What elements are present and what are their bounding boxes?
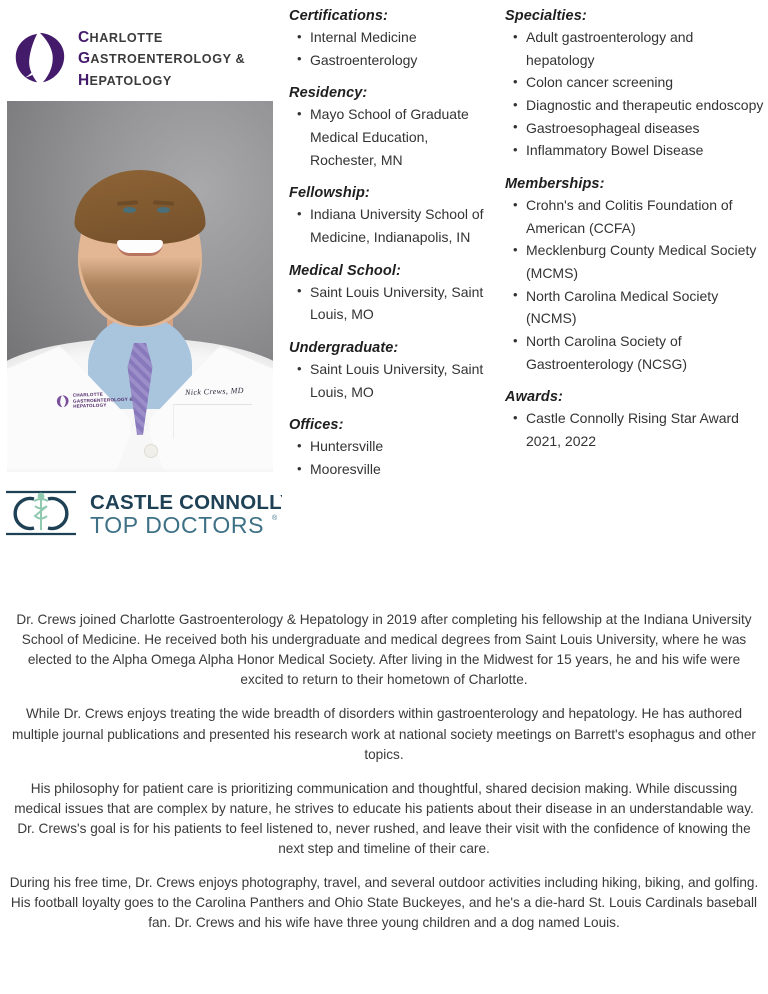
portrait-eye-left [123, 207, 136, 213]
heading-fellowship: Fellowship: [289, 185, 370, 202]
bio-paragraph-1: Dr. Crews joined Charlotte Gastroenterology & Hepatology in 2019 after completing his fellowship at the Indiana University School of Medicine. He received both his undergraduate and medical degrees from Saint Louis University, where he was elected to the Alpha Omega Alpha Honor Medical Society. After living in the Midwest for 15 years, he and his wife were excited to return to their hometown of Charlotte. [16, 612, 752, 688]
heading-undergraduate: Undergraduate: [289, 340, 399, 357]
cc-registered-mark: ® [272, 515, 278, 522]
charlotte-gastroenterology-mark-icon [8, 28, 70, 90]
info-group-undergraduate [289, 340, 495, 403]
list-specialties [505, 26, 764, 162]
heading-medical-school: Medical School: [289, 262, 401, 279]
list-item: • Gastroesophageal diseases [526, 117, 764, 140]
list-item: • Mooresville [310, 458, 495, 481]
list-offices [289, 435, 495, 480]
coat-patch-line-3: HEPATOLOGY [72, 402, 107, 409]
list-certifications [289, 26, 495, 71]
heading-specialties: Specialties: [505, 8, 587, 24]
list-item: • Gastroenterology [310, 49, 495, 72]
coat-patch-line-2: GASTROENTEROLOGY & [72, 396, 133, 404]
list-item: • Colon cancer screening [526, 71, 764, 94]
doctor-portrait-photo [7, 101, 273, 472]
info-group-memberships [505, 176, 764, 375]
coat-pocket [173, 404, 252, 439]
heading-certifications: Certifications: [289, 8, 388, 24]
heading-awards: Awards: [505, 389, 563, 406]
practice-logo-wordmark [78, 27, 245, 92]
logo-line-2: GASTROENTEROLOGY & [78, 50, 246, 68]
practice-logo [0, 0, 285, 92]
portrait-smile [117, 240, 163, 256]
list-memberships [505, 194, 764, 375]
list-fellowship [289, 203, 495, 248]
list-item: • Huntersville [310, 435, 495, 458]
coat-embroidered-name: Nick Crews, MD [184, 385, 244, 397]
specialties-column [495, 0, 768, 453]
list-item: • North Carolina Medical Society (NCMS) [526, 285, 764, 330]
heading-residency: Residency: [289, 85, 368, 102]
biography-section [0, 600, 768, 934]
heading-offices: Offices: [289, 417, 344, 434]
bio-paragraph-2: While Dr. Crews enjoys treating the wide breadth of disorders within gastroenterology and hepatology. He has authored multiple journal publications and presented his research work at national society meetings on Barrett's esophagus and other topics. [12, 706, 756, 762]
list-medical-school [289, 281, 495, 326]
coat-patch-mark-icon [55, 394, 71, 410]
list-item: • Adult gastroenterology and hepatology [526, 26, 764, 71]
cc-line-1: CASTLE CONNOLLY [90, 491, 282, 514]
info-group-specialties [505, 8, 764, 162]
info-group-offices [289, 417, 495, 480]
info-group-awards [505, 389, 764, 452]
coat-logo-patch [55, 390, 133, 410]
list-item: • Crohn's and Colitis Foundation of American (CCFA) [526, 194, 764, 239]
list-item: • Saint Louis University, Saint Louis, MO [310, 281, 495, 326]
info-group-residency [289, 85, 495, 171]
list-item: • Saint Louis University, Saint Louis, MO [310, 358, 495, 403]
logo-line-1: CHARLOTTE [78, 28, 163, 46]
info-group-certifications [289, 8, 495, 71]
logo-line-3: HEPATOLOGY [78, 71, 172, 89]
list-item: • Indiana University School of Medicine, Indianapolis, IN [310, 203, 495, 248]
heading-memberships: Memberships: [505, 176, 605, 193]
list-item: • Mecklenburg County Medical Society (MCMS) [526, 239, 764, 284]
bio-paragraph-3: His philosophy for patient care is prioritizing communication and thoughtful, shared decision making. While discussing medical issues that are complex by nature, he strives to educate his patients about their disease in an understandable way. Dr. Crews's goal is for his patients to feel listened to, never rushed, and leave their visit with the confidence of knowing the next step and timeline of their care. [14, 780, 754, 857]
credentials-column [285, 0, 495, 481]
info-group-medical-school [289, 263, 495, 326]
list-item: • Inflammatory Bowel Disease [526, 139, 764, 162]
list-item: • Diagnostic and therapeutic endoscopy [526, 94, 764, 117]
info-group-fellowship [289, 185, 495, 248]
left-column [0, 0, 285, 542]
bio-paragraph-4: During his free time, Dr. Crews enjoys photography, travel, and several outdoor activities including hiking, biking, and golfing. His football loyalty goes to the Carolina Panthers and Ohio State Buckeyes, and he's a die-hard St. Louis Cardinals baseball fan. Dr. Crews and his wife have three young children and a dog named Louis. [9, 875, 759, 931]
list-item: • Internal Medicine [310, 26, 495, 49]
coat-patch-text [73, 390, 133, 409]
list-item: • Mayo School of Graduate Medical Education, Rochester, MN [310, 103, 495, 171]
coat-patch-line-1: CHARLOTTE [72, 391, 103, 398]
list-item: • Castle Connolly Rising Star Award 2021, 2022 [526, 407, 764, 452]
list-undergraduate [289, 358, 495, 403]
list-residency [289, 103, 495, 171]
list-awards [505, 407, 764, 452]
castle-connolly-top-doctors-badge [4, 484, 282, 542]
cc-line-2: TOP DOCTORS [90, 512, 265, 538]
list-item: • North Carolina Society of Gastroenterology (NCSG) [526, 330, 764, 375]
